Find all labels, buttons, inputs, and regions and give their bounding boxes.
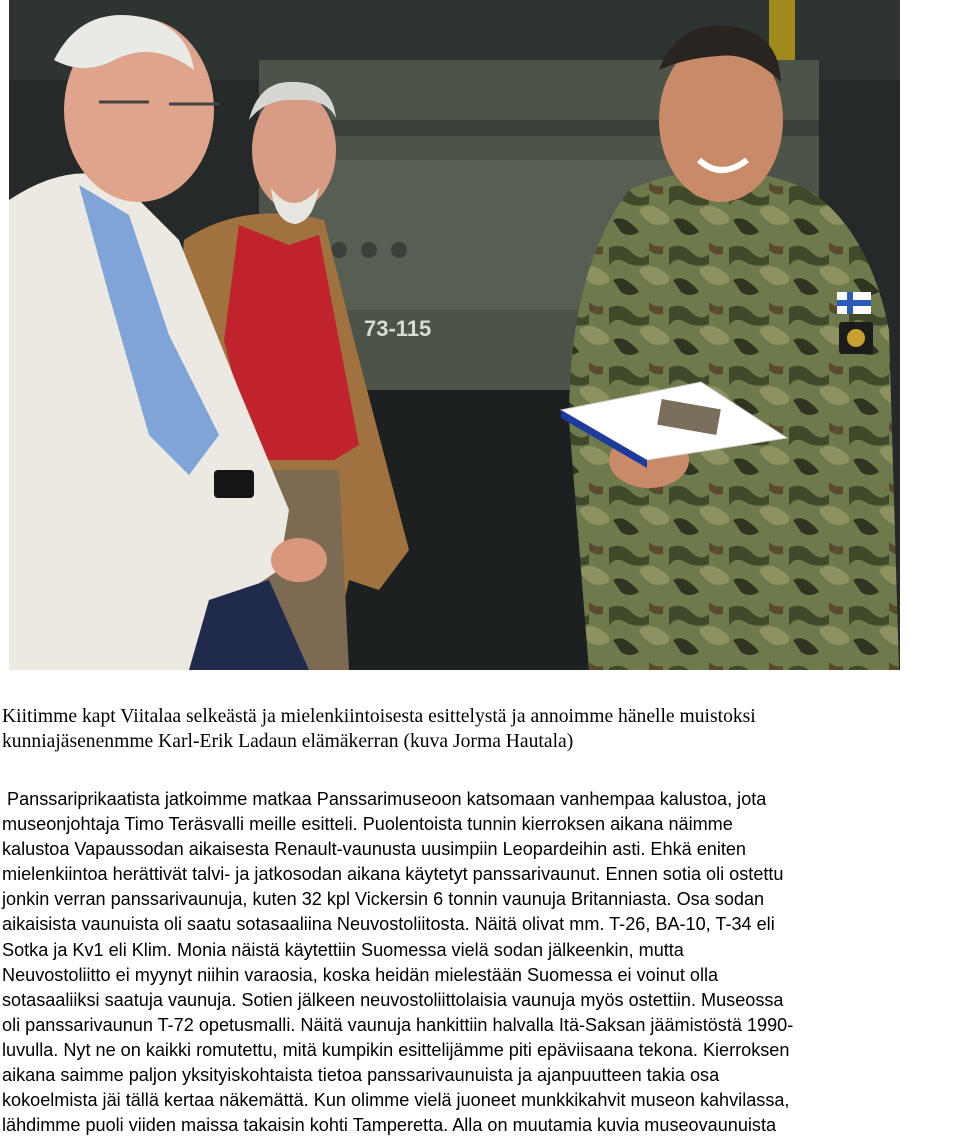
body-line: kalustoa Vapaussodan aikaisesta Renault-vaunusta uusimpiin Leopardeihin asti. Ehkä eniten [2,839,746,860]
photo-caption [2,704,952,754]
body-line: lähdimme puoli viiden maissa takaisin kohti Tamperetta. Alla on muutamia kuvia museovaunuista [2,1115,777,1136]
body-line: sotasaaliiksi saatuja vaunuja. Sotien jälkeen neuvostoliittolaisia vaunuja myös ostettiin. Museossa [2,989,784,1010]
body-line: jonkin verran panssarivaunuja, kuten 32 kpl Vickersin 6 tonnin vaunuja Britanniasta. Osa sodan [2,889,765,910]
caption-line: Kiitimme kapt Viitalaa selkeästä ja mielenkiintoisesta esittelystä ja annoimme hänelle muistoksi [2,706,756,727]
body-line: museonjohtaja Timo Teräsvalli meille esitteli. Puolentoista tunnin kierroksen aikana näimme [2,814,733,835]
body-line: luvulla. Nyt ne on kaikki romutettu, mitä kumpikin esittelijämme piti epäviisaana tekona. Kierroksen [2,1039,790,1060]
body-line: Sotka ja Kv1 eli Klim. Monia näistä käytettiin Suomessa vielä sodan jälkeenkin, mutta [2,939,684,960]
body-paragraph [2,787,958,1138]
body-line: kokoelmista jäi tällä kertaa näkemättä. Kun olimme vielä juoneet munkkikahvit museon kahvilassa, [2,1090,790,1111]
body-line: oli panssarivaunun T-72 opetusmalli. Näitä vaunuja hankittiin halvalla Itä-Saksan jäämistöstä 1990- [2,1014,794,1035]
photo-illustration [9,0,900,670]
body-line: mielenkiintoa herättivät talvi- ja jatkosodan aikana käytetyt panssarivaunut. Ennen sotia oli ostettu [2,864,784,885]
tank-marking: 73-115 [364,316,432,341]
body-line: Panssariprikaatista jatkoimme matkaa Panssarimuseoon katsomaan vanhempaa kalustoa, jota [2,789,767,809]
body-line: aikana saimme paljon yksityiskohtaista tietoa panssarivaunuista ja ajanpuutteen takia osa [2,1065,720,1086]
body-line: aikaisista vaunuista oli saatu sotasaaliina Neuvostoliitosta. Näitä olivat mm. T-26, BA-10, T-34 eli [2,914,775,935]
caption-line: kunniajäsenenmme Karl-Erik Ladaun elämäkerran (kuva Jorma Hautala) [2,731,574,752]
body-line: Neuvostoliitto ei myynyt niihin varaosia, koska heidän mielestään Suomessa ei voinut olla [2,964,719,985]
photo-three-men-with-book [9,0,900,670]
